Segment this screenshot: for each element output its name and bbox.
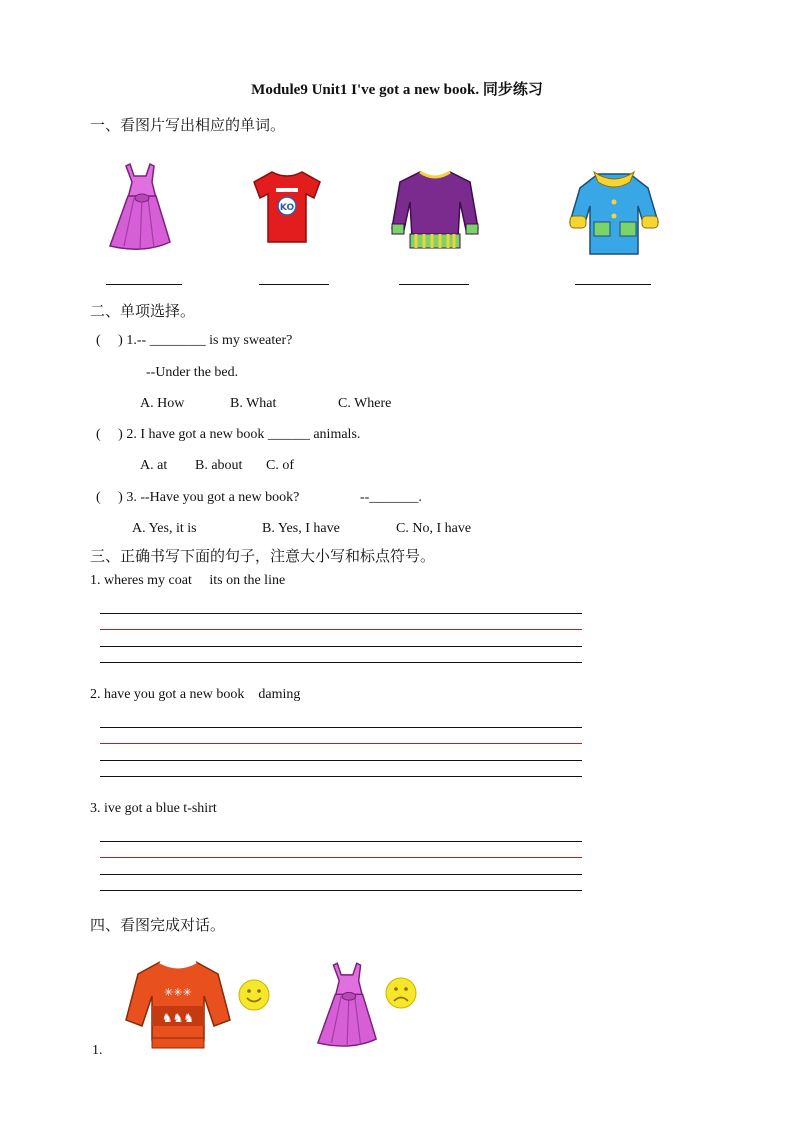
dress-icon [312,960,382,1052]
section1-heading: 一、看图片写出相应的单词。 [90,116,286,134]
q3-option-c[interactable]: C. No, I have [396,521,472,536]
answer-blank[interactable] [399,284,469,285]
q1-option-c[interactable]: C. Where [338,396,392,411]
svg-text:✳✳✳: ✳✳✳ [164,986,192,999]
dialogue-item-1: 1. [92,1043,103,1058]
answer-blank[interactable] [106,284,182,285]
coat-icon [568,166,660,258]
page-title: Module9 Unit1 I've got a new book. 同步练习 [251,82,543,98]
q3-stem: ( ) 3. --Have you got a new book? [96,490,300,505]
answer-blank[interactable] [259,284,329,285]
q2-option-b[interactable]: B. about [195,458,243,473]
sad-face-icon [384,976,418,1010]
section3-heading: 三、正确书写下面的句子，注意大小写和标点符号。 [90,547,436,565]
q2-stem: ( ) 2. I have got a new book ______ animals. [96,427,361,442]
q2-option-c[interactable]: C. of [266,458,294,473]
section2-heading: 二、单项选择。 [90,302,196,320]
q1-answer: --Under the bed. [146,365,239,380]
q3-option-a[interactable]: A. Yes, it is [132,521,197,536]
smiley-face-icon [237,978,271,1012]
dress-icon [104,162,176,254]
sweater-icon [390,168,480,252]
q1-stem: ( ) 1.-- ________ is my sweater? [96,333,293,348]
q1-option-a[interactable]: A. How [140,396,185,411]
tshirt-icon [250,168,324,246]
svg-text:KO: KO [279,203,295,213]
answer-blank[interactable] [575,284,651,285]
section4-heading: 四、看图完成对话。 [90,916,226,934]
svg-text:♞♞♞: ♞♞♞ [161,1011,195,1025]
red-sweater-icon [124,956,232,1052]
q1-option-b[interactable]: B. What [230,396,277,411]
sentence-2: 2. have you got a new book daming [90,687,301,702]
q3-tail: --_______. [360,490,422,505]
sentence-1: 1. wheres my coat its on the line [90,573,286,588]
q3-option-b[interactable]: B. Yes, I have [262,521,340,536]
sentence-3: 3. ive got a blue t-shirt [90,801,217,816]
q2-option-a[interactable]: A. at [140,458,168,473]
